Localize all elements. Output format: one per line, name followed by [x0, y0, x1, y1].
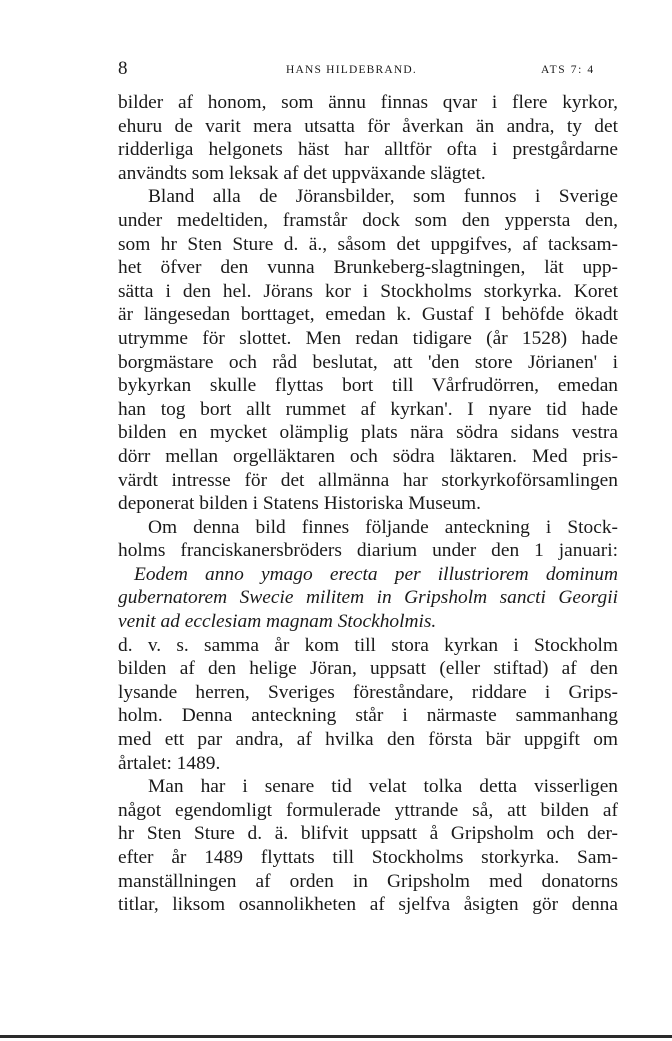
text-line: sätta i den hel. Jörans kor i Stockholms storkyrka. Koret [118, 280, 618, 302]
text-line: med ett par andra, af hvilka den första bär uppgift om [118, 729, 618, 751]
latin-quote-line: venit ad ecclesiam magnam Stockholmis. [118, 611, 437, 633]
latin-quote-line: Eodem anno ymago erecta per illustriorem dominum [134, 563, 618, 585]
text-line: han tog bort allt rummet af kyrkan'. I nyare tid hade [118, 398, 618, 420]
text-line: ehuru de varit mera utsatta för åverkan än andra, ty det [118, 115, 618, 137]
text-line: dörr mellan orgelläktaren och södra läktaren. Med pris- [118, 445, 618, 467]
text-line: lysande herren, Sveriges föreståndare, riddare i Grips- [118, 681, 618, 703]
text-line: deponerat bilden i Statens Historiska Museum. [118, 493, 481, 515]
text-line: borgmästare och råd beslutat, att 'den store Jörianen' i [118, 351, 618, 373]
body-text [118, 91, 618, 917]
text-line: utrymme för slottet. Men redan tidigare (år 1528) hade [118, 327, 618, 349]
bottom-scan-edge [0, 1035, 672, 1038]
text-line: bilden en mycket olämplig plats nära södra sidans vestra [118, 422, 618, 444]
text-line: manställningen af orden in Gripsholm med donatorns [118, 870, 618, 892]
text-line: hr Sten Sture d. ä. blifvit uppsatt å Gripsholm och der- [118, 823, 618, 845]
text-line: holms franciskanersbröders diarium under den 1 januari: [118, 540, 618, 562]
text-line: under medeltiden, framstår dock som den yppersta den, [118, 209, 618, 231]
page-number: 8 [118, 58, 128, 79]
text-line: Man har i senare tid velat tolka detta visserligen [148, 776, 618, 798]
text-line: bilder af honom, som ännu finnas qvar i flere kyrkor, [118, 92, 618, 113]
text-line: värdt intresse för det allmänna har storkyrkoförsamlingen [118, 469, 618, 491]
signature-mark: ATS 7: 4 [541, 64, 595, 76]
text-line: d. v. s. samma år kom till stora kyrkan i Stockholm [118, 634, 618, 656]
text-line: årtalet: 1489. [118, 752, 221, 774]
text-line: bykyrkan skulle flyttas bort till Vårfrudörren, emedan [118, 375, 618, 397]
running-head: HANS HILDEBRAND. [286, 64, 418, 76]
text-line: är längesedan borttaget, emedan k. Gustaf I behöfde ökadt [118, 304, 618, 326]
text-line: titlar, liksom osannolikheten af sjelfva åsigten gör denna [118, 894, 618, 916]
text-line: efter år 1489 flyttats till Stockholms storkyrka. Sam- [118, 847, 618, 868]
text-line: något egendomligt formulerade yttrande så, att bilden af [118, 799, 618, 821]
text-line: Om denna bild finnes följande anteckning i Stock- [148, 516, 618, 538]
text-line: ridderliga helgonets häst har alltför ofta i prestgårdarne [118, 139, 618, 161]
text-line: användts som leksak af det uppväxande slägtet. [118, 162, 486, 184]
text-line: Bland alla de Jöransbilder, som funnos i Sverige [148, 186, 618, 208]
text-line: bilden af den helige Jöran, uppsatt (eller stiftad) af den [118, 658, 618, 680]
text-line: holm. Denna anteckning står i närmaste sammanhang [118, 705, 618, 727]
text-line: som hr Sten Sture d. ä., såsom det uppgifves, af tacksam- [118, 233, 618, 255]
latin-quote-line: gubernatorem Swecie militem in Gripsholm sancti Georgii [118, 587, 618, 609]
page-header [118, 58, 618, 82]
text-line: het öfver den vunna Brunkeberg-slagtningen, lät upp- [118, 257, 618, 279]
